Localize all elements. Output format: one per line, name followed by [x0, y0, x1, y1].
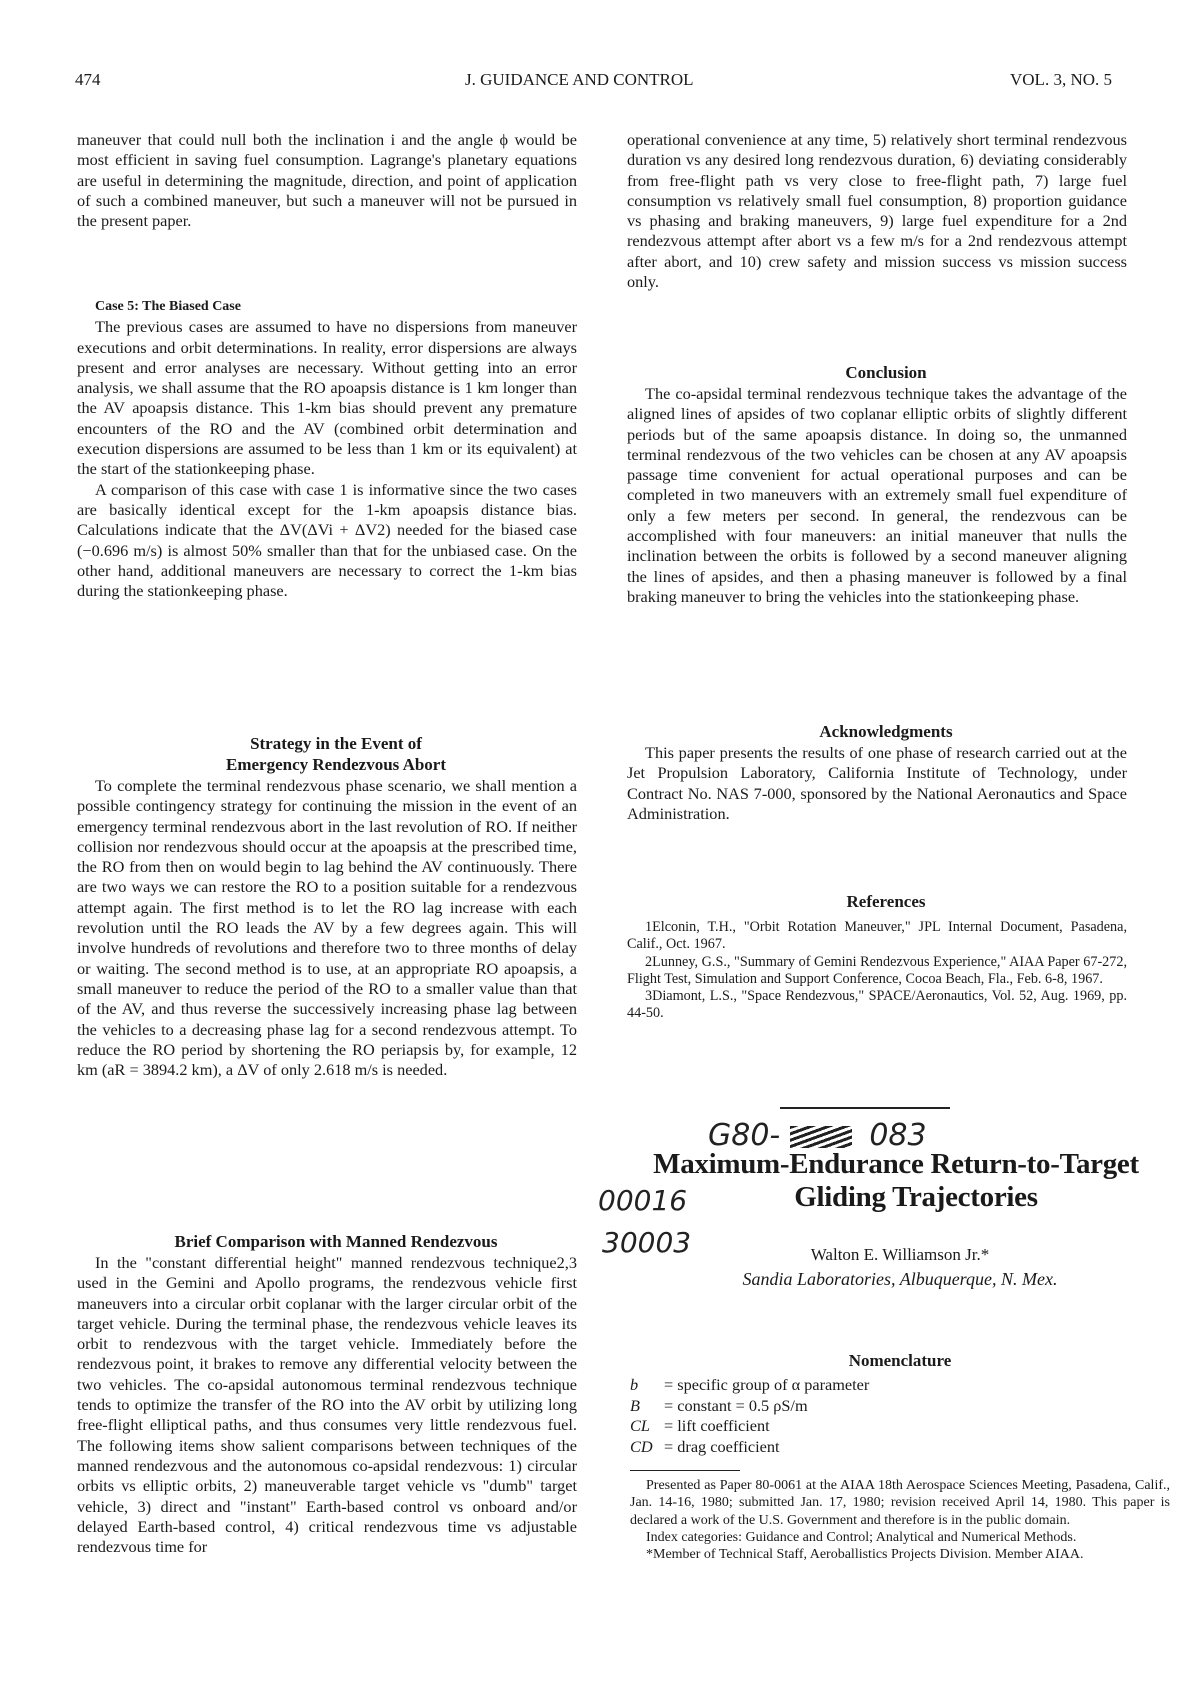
running-header: [0, 70, 1200, 96]
references-heading: References: [846, 892, 926, 911]
footnote-item: Presented as Paper 80-0061 at the AIAA 18th Aerospace Sciences Meeting, Pasadena, Calif., Jan. 14-16, 1980; submitted Jan. 17, 1980; revision received April 14, 1980. This paper is declared a work of the U.S. Government and therefore is in the public domain.: [630, 1478, 1170, 1528]
left-column-top: [77, 130, 577, 231]
acknowledgments-heading: Acknowledgments: [819, 722, 953, 741]
reference-item: 2Lunney, G.S., "Summary of Gemini Rendezvous Experience," AIAA Paper 67-272, Flight Test, Simulation and Support Conference, Cocoa Beach, Fla., Feb. 6-8, 1967.: [627, 953, 1127, 987]
nomenclature-definition: = constant = 0.5 ρS/m: [664, 1395, 808, 1415]
handwritten-note-1: 00016: [598, 1184, 688, 1217]
strategy-section: [77, 733, 577, 1080]
strategy-heading-line1: Strategy in the Event of: [250, 734, 422, 753]
nomenclature-row: [630, 1396, 1170, 1417]
nomenclature-symbol: CD: [630, 1436, 653, 1456]
conclusion-heading: Conclusion: [845, 363, 927, 382]
footnote-rule: [630, 1470, 740, 1471]
footnotes: [630, 1477, 1170, 1563]
nomenclature-symbol: CL: [630, 1416, 650, 1435]
reference-item: 1Elconin, T.H., "Orbit Rotation Maneuver," JPL Internal Document, Pasadena, Calif., Oct. 1967.: [627, 919, 1127, 953]
author-name: Walton E. Williamson Jr.*: [810, 1245, 990, 1264]
handwritten-accession-number: G80- 083: [708, 1118, 927, 1153]
strategy-heading-line2: Emergency Rendezvous Abort: [225, 755, 447, 774]
case5-paragraph-1: The previous cases are assumed to have no dispersions from maneuver executions and orbit determinations. In reality, error dispersions are always present and error analyses are necessary. Without getting into an error analysis, we shall assume that the RO apoapsis distance is 1 km longer than the AV apoapsis distance. This 1-km bias should prevent any premature encounters of the RO and the AV (combined orbit determination and execution dispersions are assumed to be less than 1 km or its equivalent) at the start of the stationkeeping phase.: [77, 317, 577, 479]
article-title-line1: Maximum-Endurance Return-to-Target: [653, 1148, 1139, 1180]
nomenclature-row: [630, 1375, 1170, 1396]
references-list: [627, 919, 1127, 1023]
title-separator-rule: [780, 1107, 950, 1109]
intro-paragraph: maneuver that could null both the inclination i and the angle ϕ would be most efficient in saving fuel consumption. Lagrange's planetary equations are useful in determining the magnitude, direction, and point of application of such a combined maneuver, but such a maneuver will not be pursued in the present paper.: [77, 130, 577, 231]
nomenclature-row: [630, 1416, 1170, 1437]
references-heading-wrap: [627, 891, 1127, 912]
article-title: [636, 1148, 1156, 1214]
continuation-paragraph: operational convenience at any time, 5) relatively short terminal rendezvous duration vs any desired long rendezvous duration, 6) deviating considerably from free-flight path vs very close to free-flight path, 7) large fuel consumption vs relatively small fuel consumption, 8) proportion guidance vs phasing and braking maneuvers, 9) large fuel expenditure for a 2nd rendezvous attempt after abort vs a few m/s for a 2nd rendezvous attempt after abort, and 10) crew safety and mission success vs mission success only.: [627, 130, 1127, 292]
brief-comparison-paragraph: In the "constant differential height" manned rendezvous technique2,3 used in the Gemini and Apollo programs, the rendezvous vehicle first maneuvers into a circular orbit coplanar with the larger circular orbit of the target vehicle. During the terminal phase, the rendezvous vehicle leaves its orbit to rendezvous with the target vehicle. Immediately before the rendezvous point, it brakes to remove any differential velocity between the two vehicles. The co-apsidal autonomous terminal rendezvous technique tends to optimize the transfer of the RO into the AV orbit by utilizing long free-flight elliptical paths, and thus consumes very little rendezvous fuel. The following items show salient comparisons between techniques of the manned rendezvous and the autonomous co-apsidal rendezvous: 1) circular orbits vs elliptic orbits, 2) maneuverable target vehicle vs "dumb" target vehicle, 3) direct and "instant" Earth-based control vs onboard and/or delayed Earth-based control, 4) critical rendezvous time vs adjustable rendezvous time for: [77, 1253, 577, 1557]
footnote-item: Index categories: Guidance and Control; Analytical and Numerical Methods.: [646, 1529, 1077, 1545]
page-number: 474: [75, 70, 101, 89]
brief-comparison-section: [77, 1231, 577, 1557]
article-title-line2: Gliding Trajectories: [794, 1181, 1038, 1213]
journal-name: J. GUIDANCE AND CONTROL: [465, 70, 694, 89]
conclusion-section: [627, 362, 1127, 607]
case5-heading: Case 5: The Biased Case: [95, 299, 241, 314]
case5-paragraph-2: A comparison of this case with case 1 is informative since the two cases are basically identical except for the 1-km apoapsis distance bias. Calculations indicate that the ΔV(ΔVi + ΔV2) needed for the biased case (−0.696 m/s) is almost 50% smaller than that for the unbiased case. On the other hand, additional maneuvers are necessary to correct the 1-km bias during the stationkeeping phase.: [77, 479, 577, 601]
acknowledgments-paragraph: This paper presents the results of one phase of research carried out at the Jet Propulsion Laboratory, California Institute of Technology, under Contract No. NAS 7-000, sponsored by the National Aeronautics and Space Administration.: [627, 743, 1127, 823]
nomenclature-section: [630, 1350, 1170, 1457]
strategy-paragraph: To complete the terminal rendezvous phase scenario, we shall mention a possible contingency strategy for continuing the mission in the event of an emergency terminal rendezvous abort in the last revolution of RO. If neither collision nor rendezvous should occur at the apoapsis at the prescribed time, the RO from then on would begin to lag behind the AV continuously. There are two ways we can restore the RO to a position suitable for a rendezvous attempt again. The first method is to let the RO lag increase with each revolution until the RO leads the AV by a few degrees again. This will involve hundreds of revolutions and therefore two to three months of delay or waiting. The second method is to use, at an appropriate RO apoapsis, a small maneuver to reduce the period of the RO to a smaller value than that of the AV, and thus reverse the successively increasing phase lag between the vehicles to a decreasing phase lag for a second rendezvous attempt. To reduce the RO period by shortening the RO periapsis by, for example, 12 km (aR = 3894.2 km), a ΔV of only 2.618 m/s is needed.: [77, 776, 577, 1080]
footnote-item: *Member of Technical Staff, Aeroballistics Projects Division. Member AIAA.: [646, 1547, 1084, 1563]
acknowledgments-section: [627, 721, 1127, 824]
nomenclature-row: [630, 1437, 1170, 1458]
brief-comparison-heading: Brief Comparison with Manned Rendezvous: [174, 1232, 498, 1251]
nomenclature-symbol: b: [630, 1375, 639, 1394]
scribble-mark: [790, 1126, 852, 1148]
right-column-top: [627, 130, 1127, 292]
author-block: [620, 1243, 1180, 1291]
nomenclature-heading: Nomenclature: [848, 1351, 952, 1370]
nomenclature-definition: = lift coefficient: [664, 1416, 770, 1435]
case5-section: [77, 297, 577, 601]
conclusion-paragraph: The co-apsidal terminal rendezvous technique takes the advantage of the aligned lines of apsides of two coplanar elliptic orbits of slightly different periods but of the same apoapsis distance. In doing so, the unmanned terminal rendezvous of the two vehicles can be chosen at any AV apoapsis passage time convenient for actual operational purposes and can be completed in two maneuvers with an extremely small fuel expenditure of only a few meters per second. In general, the rendezvous can be accomplished with four maneuvers: an initial maneuver that nulls the inclination between the orbits is followed by a second maneuver aligning the lines of apsides, and then a phasing maneuver is followed by a final braking maneuver to bring the vehicles into the stationkeeping phase.: [627, 384, 1127, 606]
nomenclature-definition: = specific group of α parameter: [664, 1375, 870, 1394]
nomenclature-symbol: B: [630, 1395, 640, 1415]
reference-item: 3Diamont, L.S., "Space Rendezvous," SPACE/Aeronautics, Vol. 52, Aug. 1969, pp. 44-50.: [627, 988, 1127, 1022]
nomenclature-definition: = drag coefficient: [664, 1436, 780, 1456]
handwritten-note-2: 30003: [602, 1226, 692, 1259]
volume-info: VOL. 3, NO. 5: [1010, 70, 1112, 89]
author-affiliation: Sandia Laboratories, Albuquerque, N. Mex.: [742, 1269, 1058, 1289]
